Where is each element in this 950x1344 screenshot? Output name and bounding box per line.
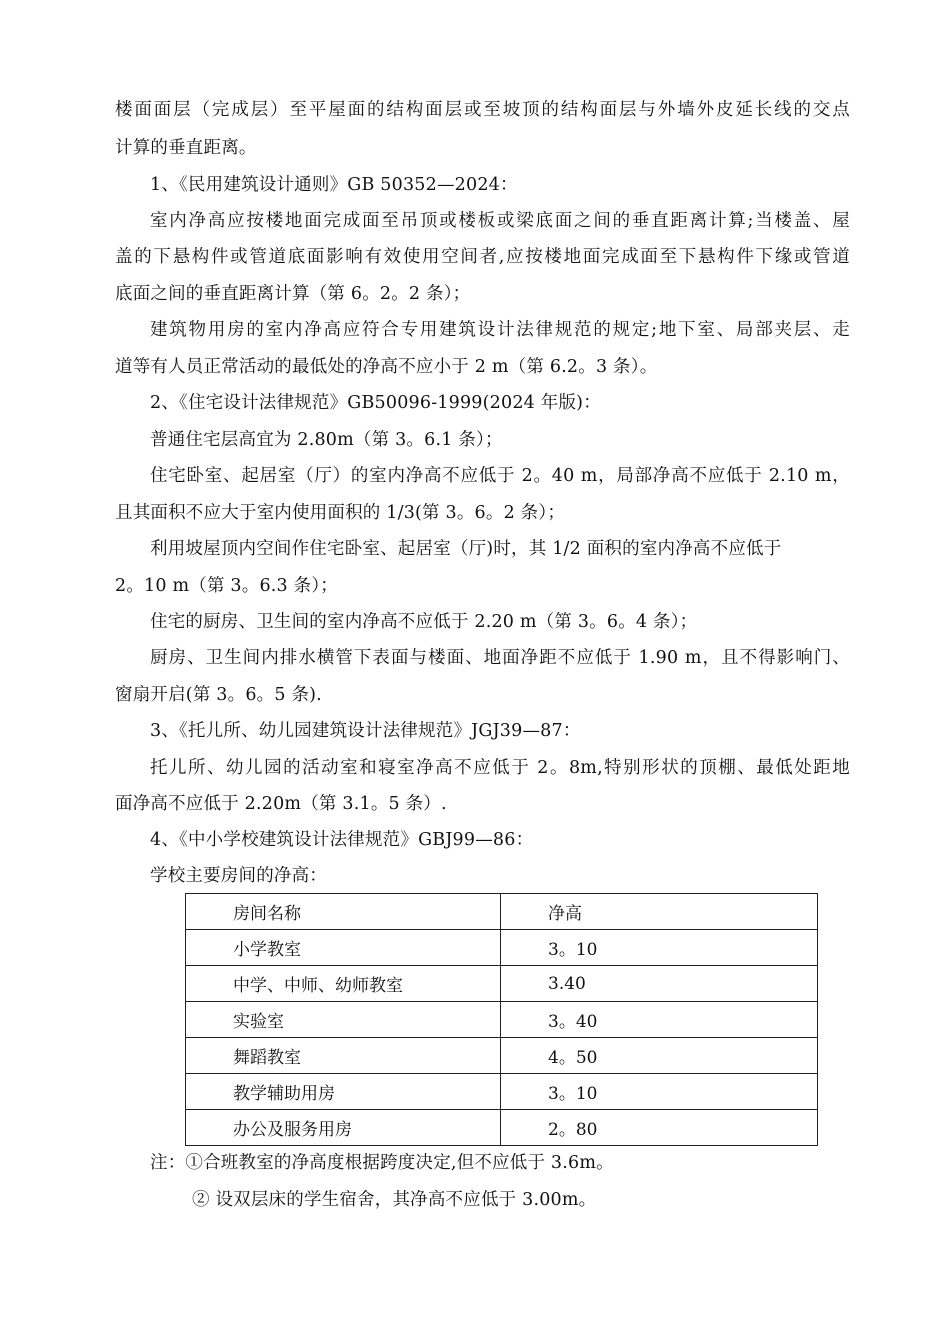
table-row [186, 966, 818, 1002]
table-cell: 中学、中师、幼师教室 [186, 966, 501, 1002]
paragraph-line: 面净高不应低于 2.20m（第 3.1。5 条）. [115, 794, 447, 814]
table-cell: 教学辅助用房 [186, 1074, 501, 1110]
table-cell: 实验室 [186, 1002, 501, 1038]
table-cell: 4。50 [501, 1038, 818, 1074]
section-heading-4: 4、《中小学校建筑设计法律规范》GBJ99—86： [150, 830, 534, 850]
section-heading-1: 1、《民用建筑设计通则》GB 50352—2024： [150, 175, 518, 195]
paragraph-line: 窗扇开启(第 3。6。5 条). [115, 685, 322, 705]
paragraph-line: 底面之间的垂直距离计算（第 6。2。2 条）； [115, 284, 471, 304]
table-note-1: 注：①合班教室的净高度根据跨度决定,但不应低于 3.6m。 [150, 1153, 614, 1173]
table-header-cell: 净高 [501, 894, 818, 930]
table-cell: 小学教室 [186, 930, 501, 966]
table-header-cell: 房间名称 [186, 894, 501, 930]
table-cell: 3.40 [501, 966, 818, 1002]
table-note-2: ② 设双层床的学生宿舍，其净高不应低于 3.00m。 [192, 1190, 597, 1210]
table-cell: 2。80 [501, 1110, 818, 1146]
paragraph-line: 利用坡屋顶内空间作住宅卧室、起居室（厅)时，其 1/2 面积的室内净高不应低于 [150, 539, 782, 559]
paragraph-line: 2。10 m（第 3。6.3 条）； [115, 576, 338, 596]
table-cell: 办公及服务用房 [186, 1110, 501, 1146]
table-cell: 3。10 [501, 1074, 818, 1110]
section-heading-3: 3、《托儿所、幼儿园建筑设计法律规范》JGJ39—87： [150, 721, 581, 741]
table-row [186, 1110, 818, 1146]
table-row [186, 1038, 818, 1074]
paragraph-line: 建筑物用房的室内净高应符合专用建筑设计法律规范的规定;地下室、局部夹层、走 [150, 320, 850, 340]
paragraph-line: 普通住宅层高宜为 2.80m（第 3。6.1 条）； [150, 430, 503, 450]
paragraph-line: 且其面积不应大于室内使用面积的 1/3(第 3。6。2 条）； [115, 503, 566, 523]
table-row [186, 1074, 818, 1110]
table-cell: 3。40 [501, 1002, 818, 1038]
table-row [186, 930, 818, 966]
table-cell: 舞蹈教室 [186, 1038, 501, 1074]
paragraph-line: 计算的垂直距离。 [115, 138, 257, 158]
table-row [186, 1002, 818, 1038]
table-header-row [186, 894, 818, 930]
paragraph-line: 厨房、卫生间内排水横管下表面与楼面、地面净距不应低于 1.90 m，且不得影响门、 [150, 648, 850, 668]
paragraph-line: 楼面面层（完成层）至平屋面的结构面层或至坡顶的结构面层与外墙外皮延长线的交点 [115, 100, 850, 120]
paragraph-line: 道等有人员正常活动的最低处的净高不应小于 2 m（第 6.2。3 条）。 [115, 357, 658, 377]
paragraph-line: 住宅卧室、起居室（厅）的室内净高不应低于 2。40 m，局部净高不应低于 2.10 m， [150, 466, 850, 486]
paragraph-line: 托儿所、幼儿园的活动室和寝室净高不应低于 2。8m,特别形状的顶棚、最低处距地 [150, 758, 850, 778]
table-cell: 3。10 [501, 930, 818, 966]
paragraph-line: 盖的下悬构件或管道底面影响有效使用空间者,应按楼地面完成面至下悬构件下缘或管道 [115, 247, 850, 267]
paragraph-line: 学校主要房间的净高： [150, 866, 327, 886]
paragraph-line: 室内净高应按楼地面完成面至吊顶或楼板或梁底面之间的垂直距离计算;当楼盖、屋 [150, 211, 850, 231]
paragraph-line: 住宅的厨房、卫生间的室内净高不应低于 2.20 m（第 3。6。4 条）； [150, 612, 698, 632]
room-height-table [185, 893, 818, 1146]
section-heading-2: 2、《住宅设计法律规范》GB50096-1999(2024 年版)： [150, 393, 601, 413]
